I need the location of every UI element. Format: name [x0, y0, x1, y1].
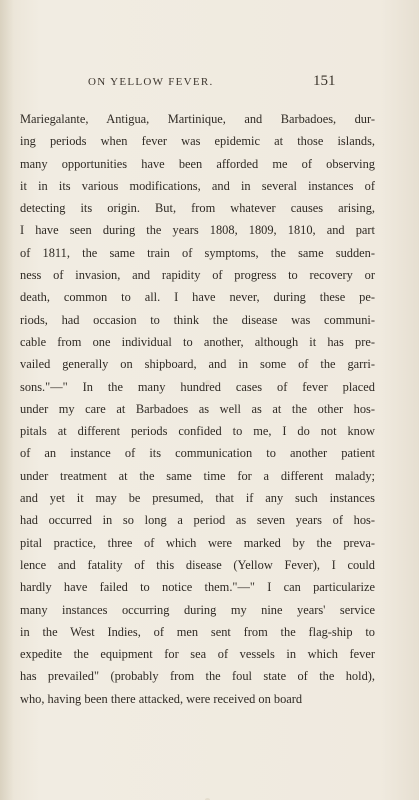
body-text — [20, 108, 375, 710]
text-line: vailed generally on shipboard, and in some of the garri- — [20, 357, 375, 372]
text-line: who, having been there attacked, were received on board — [20, 691, 303, 706]
text-line: hardly have failed to notice them."—" I can particularize — [20, 580, 375, 595]
text-line: under my care at Barbadoes as well as at the other hos- — [20, 401, 375, 416]
text-line: sons."—" In the many hundred cases of fever placed — [20, 379, 375, 394]
text-line: ing periods when fever was epidemic at those islands, — [20, 134, 375, 149]
text-line: of an instance of its communication to another patient — [20, 446, 375, 461]
text-line: has prevailed" (probably from the foul state of the hold), — [20, 669, 375, 684]
text-line: it in its various modifications, and in several instances of — [20, 178, 375, 193]
text-line: in the West Indies, of men sent from the flag-ship to — [20, 624, 375, 639]
text-line: cable from one individual to another, although it has pre- — [20, 334, 375, 349]
text-line: of 1811, the same train of symptoms, the same sudden- — [20, 245, 375, 260]
text-line: death, common to all. I have never, during these pe- — [20, 290, 375, 305]
text-line: and yet it may be presumed, that if any such instances — [20, 491, 375, 506]
text-line: pital practice, three of which were marked by the preva- — [20, 535, 375, 550]
text-line: many instances occurring during my nine years' service — [20, 602, 375, 617]
text-line: under treatment at the same time for a different malady; — [20, 468, 375, 483]
text-line: ness of invasion, and rapidity of progress to recovery or — [20, 268, 375, 283]
text-line: Mariegalante, Antigua, Martinique, and Barbadoes, dur- — [20, 112, 375, 126]
text-line: many opportunities have been afforded me of observing — [20, 156, 375, 171]
text-line: had occurred in so long a period as seven years of hos- — [20, 513, 375, 528]
page-number: 151 — [313, 73, 336, 89]
text-line: detecting its origin. But, from whatever causes arising, — [20, 201, 375, 216]
text-line: lence and fatality of this disease (Yellow Fever), I could — [20, 557, 375, 572]
text-line: pitals at different periods confided to me, I do not know — [20, 424, 375, 439]
text-line: expedite the equipment for sea of vessels in which fever — [20, 647, 375, 662]
page-header — [0, 74, 419, 94]
text-line: I have seen during the years 1808, 1809, 1810, and part — [20, 223, 375, 238]
text-line: riods, had occasion to think the disease was communi- — [20, 312, 375, 327]
running-title: ON YELLOW FEVER. — [88, 76, 214, 88]
